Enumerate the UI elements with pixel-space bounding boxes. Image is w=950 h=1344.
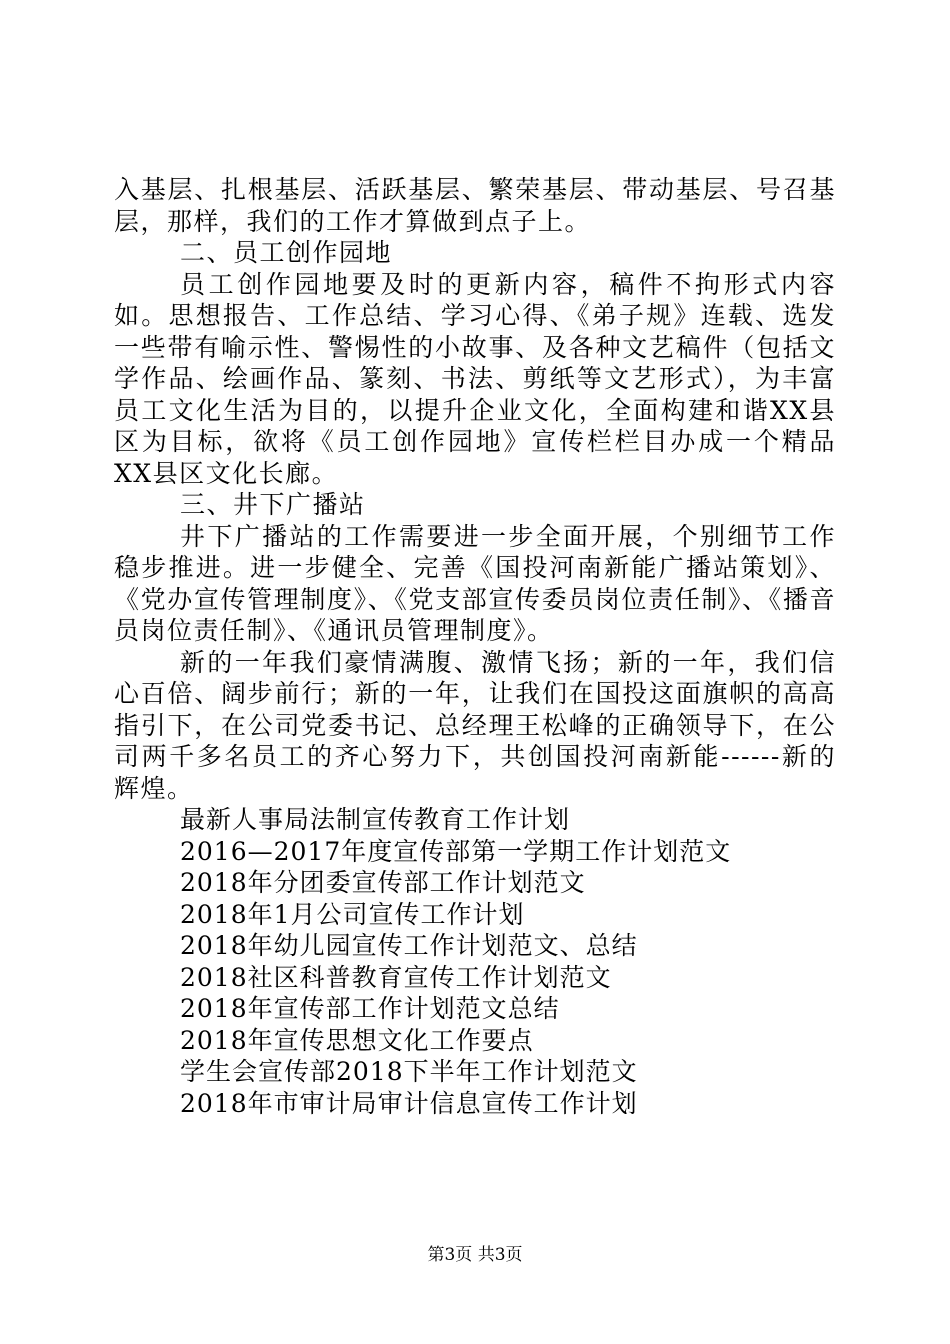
document-body [114, 174, 836, 1119]
related-link[interactable]: 最新人事局法制宣传教育工作计划 [180, 805, 571, 834]
related-link[interactable]: 2018年宣传部工作计划范文总结 [180, 994, 560, 1023]
related-link[interactable]: 2018年幼儿园宣传工作计划范文、总结 [180, 931, 638, 960]
paragraph-creative-corner: 员工创作园地要及时的更新内容，稿件不拘形式内容如。思想报告、工作总结、学习心得、《弟子规》连载、选发一些带有喻示性、警惕性的小故事、及各种文艺稿件（包括文学作品、绘画作品、篆刻、书法、剪纸等文艺形式），为丰富员工文化生活为目的，以提升企业文化，全面构建和谐XX县区为目标，欲将《员工创作园地》宣传栏栏目办成一个精品XX县区文化长廊。 [114, 269, 836, 488]
related-link[interactable]: 2018社区科普教育宣传工作计划范文 [180, 962, 612, 992]
page-footer [0, 1245, 950, 1265]
page-number-label: 第3页 共3页 [427, 1245, 523, 1265]
section-heading-creative-corner: 二、员工创作园地 [180, 238, 393, 267]
related-link[interactable]: 学生会宣传部2018下半年工作计划范文 [180, 1057, 638, 1086]
related-link[interactable]: 2018年市审计局审计信息宣传工作计划 [180, 1088, 638, 1118]
related-link[interactable]: 2016—2017年度宣传部第一学期工作计划范文 [180, 836, 732, 866]
related-link[interactable]: 2018年1月公司宣传工作计划 [180, 899, 525, 929]
section-heading-broadcast-station: 三、井下广播站 [180, 490, 366, 519]
related-link[interactable]: 2018年分团委宣传部工作计划范文 [180, 868, 586, 897]
paragraph-closing: 新的一年我们豪情满腹、激情飞扬；新的一年，我们信心百倍、阔步前行；新的一年，让我们在国投这面旗帜的高高指引下，在公司党委书记、总经理王松峰的正确领导下，在公司两千多名员工的齐心努力下，共创国投河南新能------新的辉煌。 [114, 647, 836, 803]
related-links-list [114, 804, 836, 1119]
paragraph-continuation: 入基层、扎根基层、活跃基层、繁荣基层、带动基层、号召基层，那样，我们的工作才算做到点子上。 [114, 175, 836, 236]
paragraph-broadcast-station: 井下广播站的工作需要进一步全面开展，个别细节工作稳步推进。进一步健全、完善《国投河南新能广播站策划》、《党办宣传管理制度》、《党支部宣传委员岗位责任制》、《播音员岗位责任制》、《通讯员管理制度》。 [114, 521, 836, 645]
related-link[interactable]: 2018年宣传思想文化工作要点 [180, 1025, 534, 1055]
